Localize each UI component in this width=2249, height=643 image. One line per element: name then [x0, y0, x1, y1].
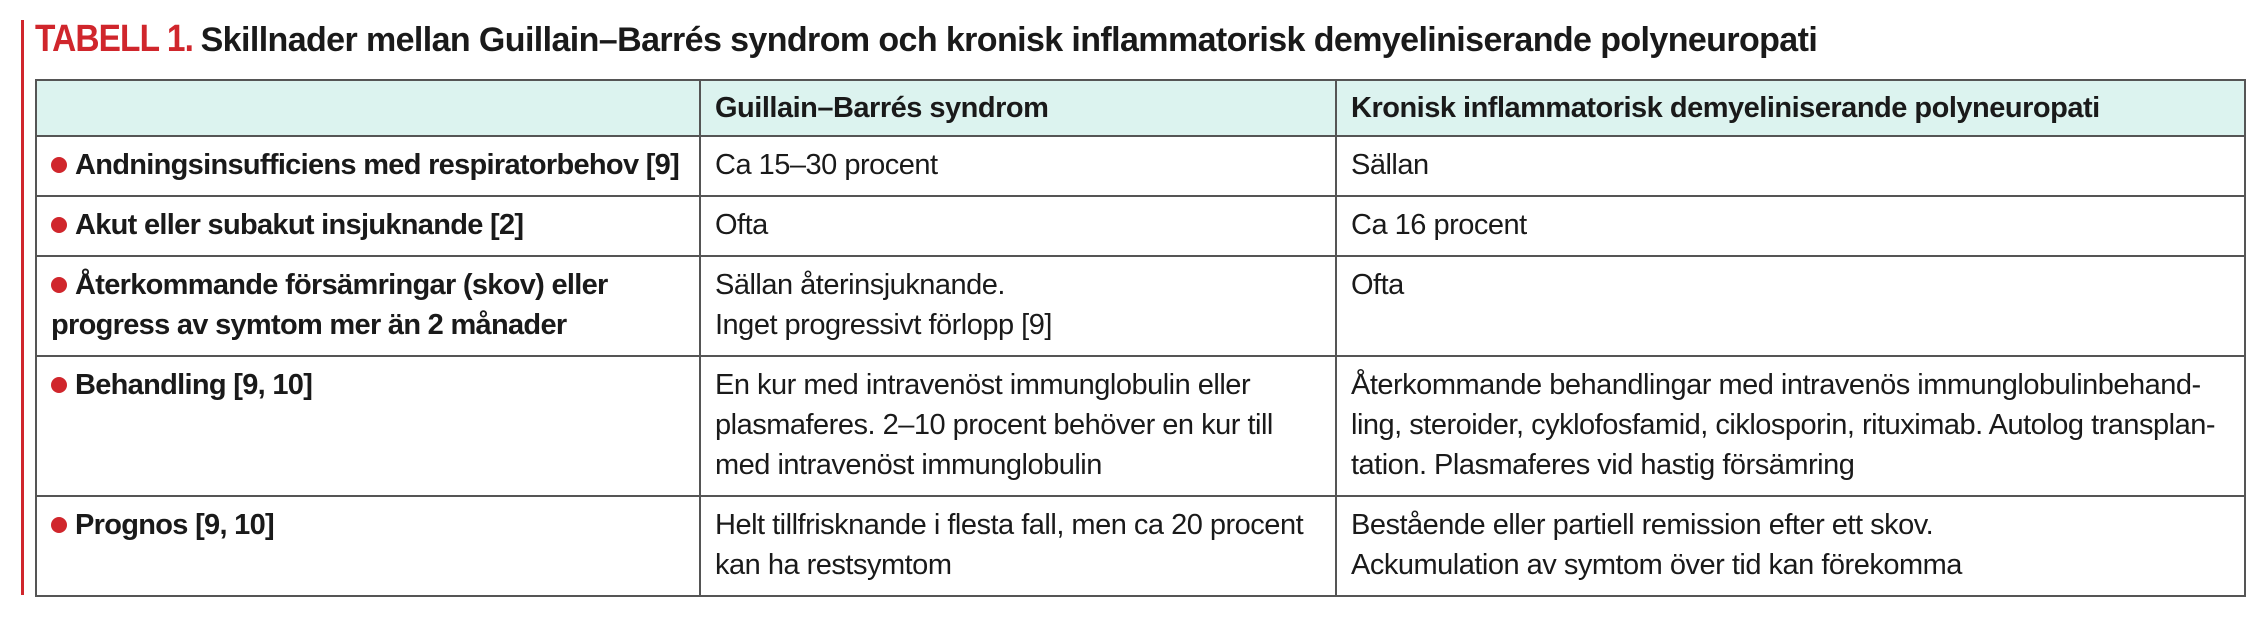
gbs-cell — [700, 496, 1336, 596]
row-label-line — [51, 205, 687, 245]
cidp-cell — [1336, 196, 2245, 256]
gbs-cell — [700, 136, 1336, 196]
comparison-table — [35, 79, 2246, 597]
row-label-cell — [36, 496, 700, 596]
cidp-text: ling, steroider, cyklofosfamid, ciklosporin, rituximab. Autolog transplan- — [1351, 409, 2216, 441]
gbs-text: En kur med intravenöst immunglobulin eller — [715, 369, 1251, 401]
row-label-line — [51, 505, 687, 545]
row-label-text: Akut eller subakut insjuknande [2] — [75, 209, 524, 241]
row-label-cell — [36, 356, 700, 496]
table-row — [36, 256, 2245, 356]
table-row — [36, 136, 2245, 196]
cidp-text: Ca 16 procent — [1351, 209, 1527, 241]
row-label-cell — [36, 256, 700, 356]
table-row — [36, 196, 2245, 256]
cidp-cell — [1336, 256, 2245, 356]
cidp-cell — [1336, 356, 2245, 496]
table-caption — [35, 18, 1817, 74]
row-label-text: progress av symtom mer än 2 månader — [51, 309, 567, 341]
bullet-icon — [51, 277, 67, 293]
gbs-text: plasmaferes. 2–10 procent behöver en kur till — [715, 409, 1273, 441]
cidp-cell — [1336, 136, 2245, 196]
gbs-text: kan ha restsymtom — [715, 549, 952, 581]
cidp-text: Sällan — [1351, 149, 1429, 181]
row-label-text: Återkommande försämringar (skov) eller — [75, 269, 608, 301]
row-label-line — [51, 265, 687, 305]
gbs-text: med intravenöst immunglobulin — [715, 449, 1102, 481]
gbs-text: Sällan återinsjuknande. — [715, 269, 1005, 301]
cidp-cell — [1336, 496, 2245, 596]
cidp-text: Ofta — [1351, 269, 1404, 301]
gbs-text: Ca 15–30 procent — [715, 149, 938, 181]
gbs-cell — [700, 356, 1336, 496]
gbs-text: Ofta — [715, 209, 768, 241]
row-label-line — [51, 145, 687, 185]
gbs-text: Inget progressivt förlopp [9] — [715, 309, 1052, 341]
table-row — [36, 496, 2245, 596]
gbs-text: Helt tillfrisknande i flesta fall, men ca 20 procent — [715, 509, 1304, 541]
row-label-text: Behandling [9, 10] — [75, 369, 313, 401]
table-title: Skillnader mellan Guillain–Barrés syndrom och kronisk inflammatorisk demyeliniserande polyneuropati — [200, 21, 1818, 59]
cidp-text: Bestående eller partiell remission efter ett skov. — [1351, 509, 1934, 541]
table-row — [36, 356, 2245, 496]
left-accent-rule — [21, 20, 24, 595]
cidp-text: Ackumulation av symtom över tid kan förekomma — [1351, 549, 1962, 581]
gbs-cell — [700, 256, 1336, 356]
table-number-label: TABELL 1. — [35, 18, 194, 60]
row-label-cell — [36, 196, 700, 256]
bullet-icon — [51, 157, 67, 173]
row-label-line — [51, 365, 687, 405]
table-header-row — [36, 80, 2245, 136]
row-label-cell — [36, 136, 700, 196]
bullet-icon — [51, 377, 67, 393]
row-label-text: Andningsinsufficiens med respiratorbehov [9] — [75, 149, 680, 181]
cidp-text: tation. Plasmaferes vid hastig försämring — [1351, 449, 1855, 481]
cidp-text: Återkommande behandlingar med intravenös immunglobulinbehand- — [1351, 369, 2201, 401]
header-gbs: Guillain–Barrés syndrom — [700, 80, 1336, 136]
bullet-icon — [51, 517, 67, 533]
header-cidp: Kronisk inflammatorisk demyeliniserande polyneuropati — [1336, 80, 2245, 136]
gbs-cell — [700, 196, 1336, 256]
row-label-text: Prognos [9, 10] — [75, 509, 274, 541]
header-empty-cell — [36, 80, 700, 136]
bullet-icon — [51, 217, 67, 233]
